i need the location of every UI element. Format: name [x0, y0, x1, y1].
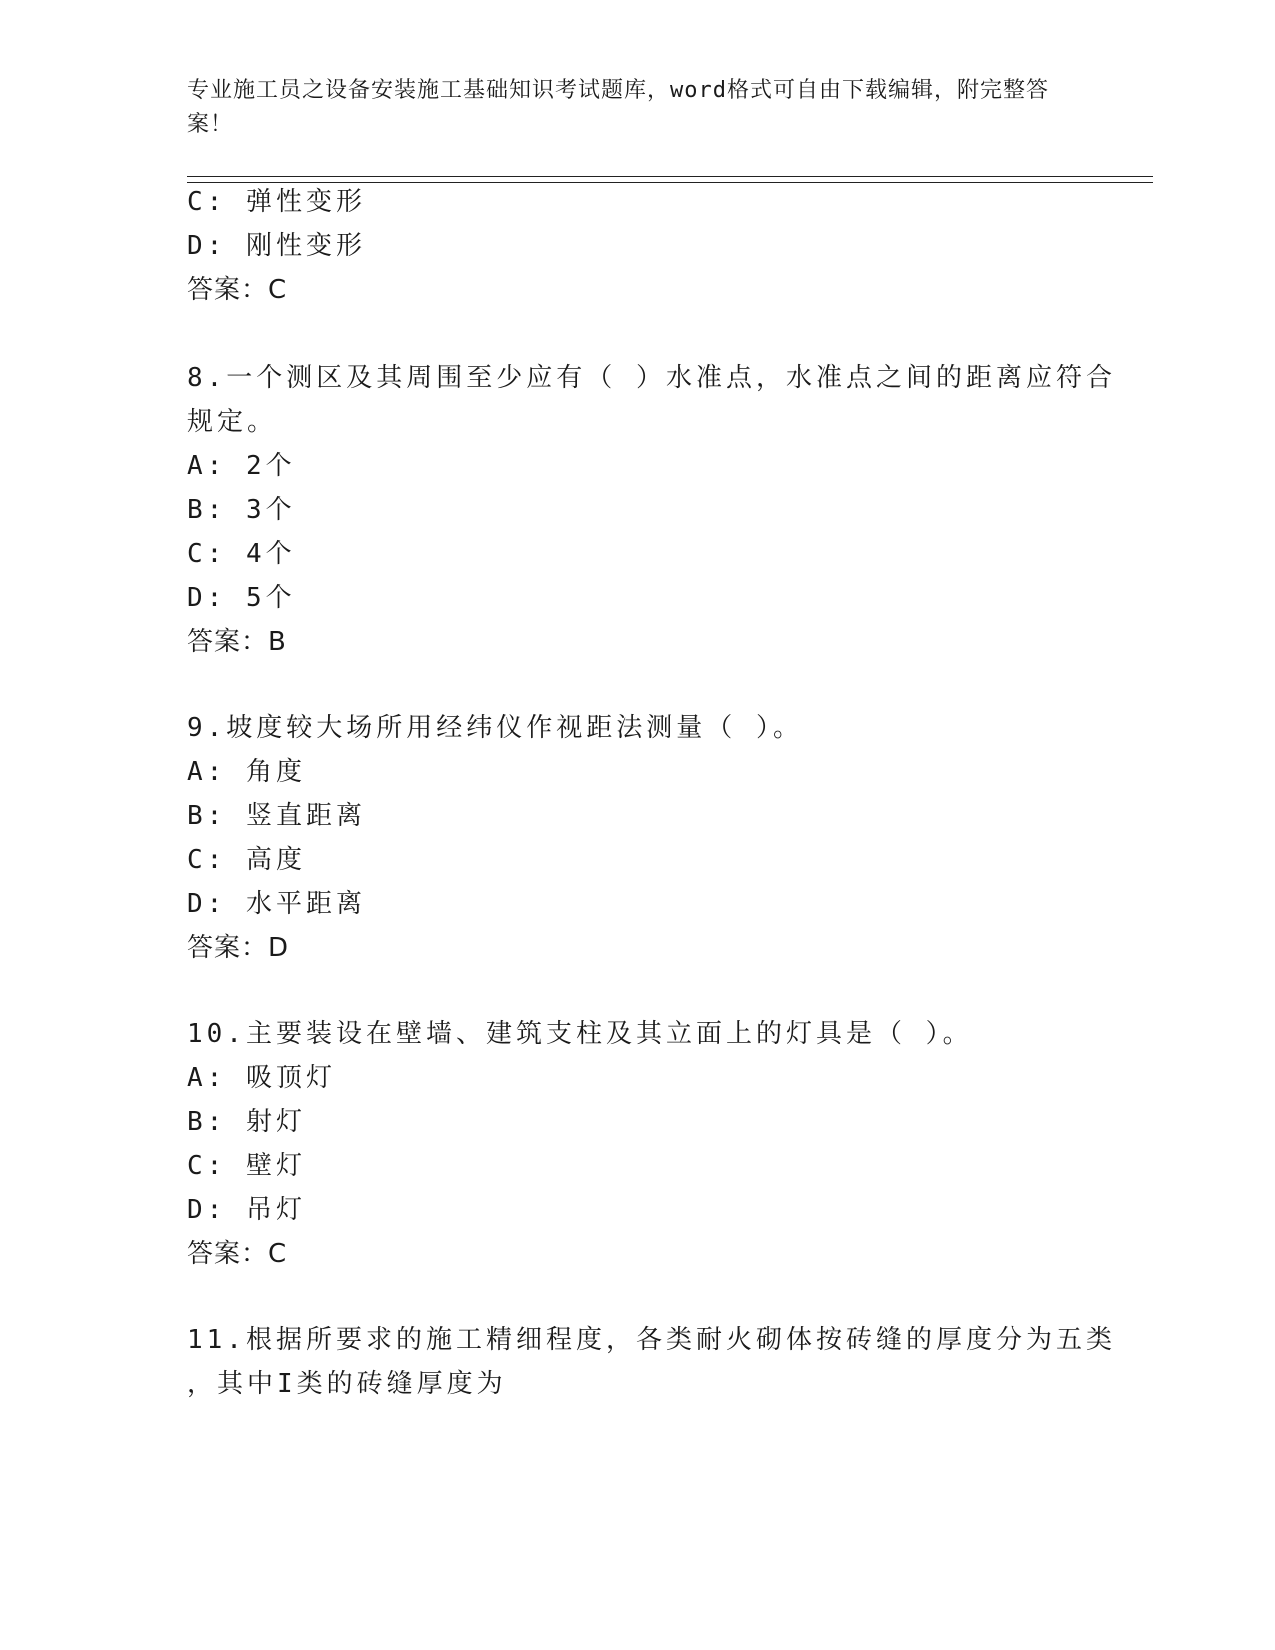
option-line: D: 刚性变形 [187, 231, 366, 261]
option-line: B: 3个 [187, 495, 296, 525]
answer-line: 答案：D [187, 933, 290, 963]
option-line: A: 角度 [187, 757, 306, 787]
option-line: B: 射灯 [187, 1107, 306, 1137]
question-stem: 8.一个测区及其周围至少应有（ ）水准点，水准点之间的距离应符合 [187, 363, 1116, 393]
option-line: D: 水平距离 [187, 889, 366, 919]
question-stem: 11.根据所要求的施工精细程度，各类耐火砌体按砖缝的厚度分为五类 [187, 1325, 1116, 1355]
option-line: A: 吸顶灯 [187, 1063, 336, 1093]
option-line: C: 弹性变形 [187, 187, 366, 217]
option-line: B: 竖直距离 [187, 801, 366, 831]
question-stem: 10.主要装设在壁墙、建筑支柱及其立面上的灯具是（ ）。 [187, 1019, 973, 1049]
answer-line: 答案：C [187, 1239, 288, 1269]
option-line: D: 5个 [187, 583, 296, 613]
option-line: C: 高度 [187, 845, 306, 875]
question-stem: ，其中I类的砖缝厚度为 [187, 1369, 507, 1399]
question-stem: 规定。 [187, 407, 278, 437]
answer-line: 答案：B [187, 627, 287, 657]
option-line: C: 壁灯 [187, 1151, 306, 1181]
option-line: A: 2个 [187, 451, 296, 481]
page-header: 专业施工员之设备安装施工基础知识考试题库，word格式可自由下载编辑，附完整答案！ [187, 78, 1049, 137]
answer-line: 答案：C [187, 275, 288, 305]
option-line: C: 4个 [187, 539, 296, 569]
option-line: D: 吊灯 [187, 1195, 306, 1225]
question-stem: 9.坡度较大场所用经纬仪作视距法测量（ ）。 [187, 713, 803, 743]
header-divider [187, 176, 1153, 183]
